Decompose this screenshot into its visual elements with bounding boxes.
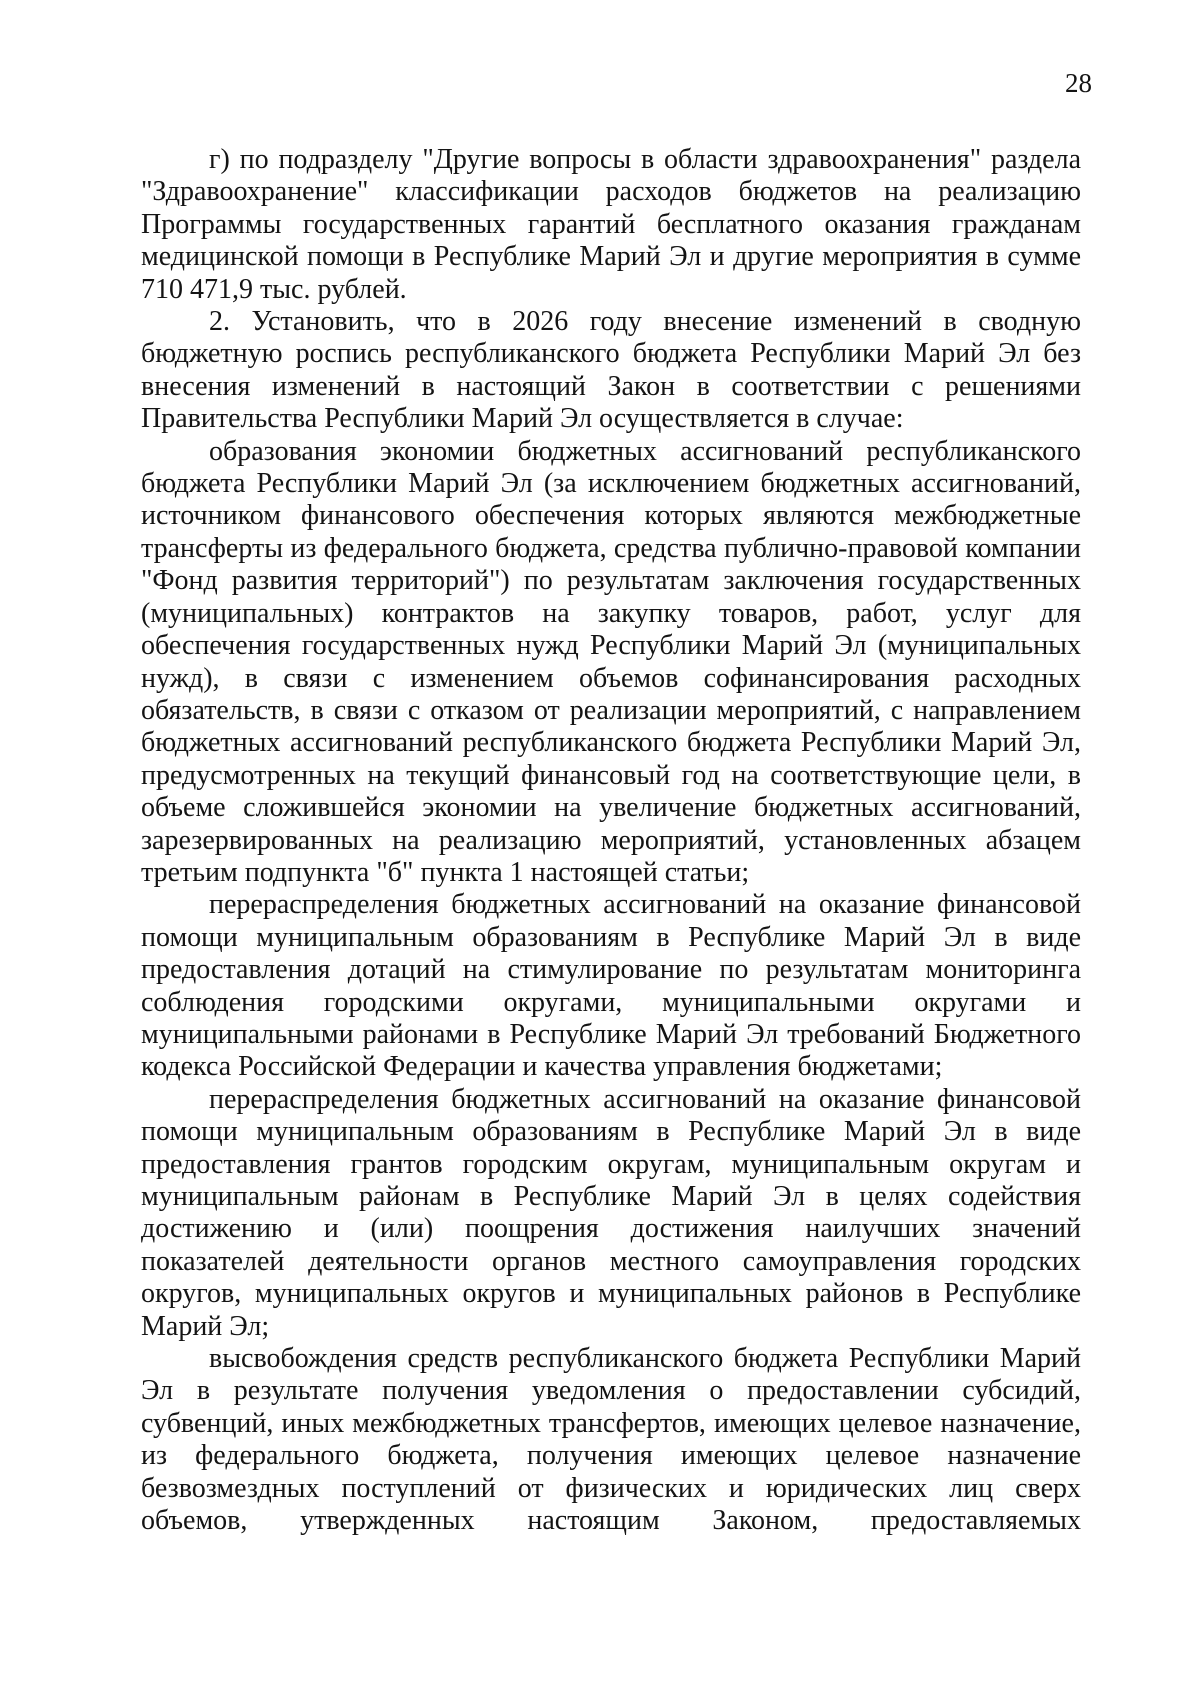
paragraph-release-of-funds: высвобождения средств республиканского бюджета Республики Марий Эл в результате получения уведомления о предоставлении субсидий, субвенций, иных межбюджетных трансфертов, имеющих целевое назначение, из федерального бюджета, получения имеющих целевое назначение безвозмездных поступлений от физических и юридических лиц сверх объемов, утвержденных настоящим Законом, предоставляемых — [141, 1343, 1081, 1537]
paragraph-budget-savings: образования экономии бюджетных ассигнований республиканского бюджета Республики Марий Эл (за исключением бюджетных ассигнований, источником финансового обеспечения которых являются межбюджетные трансферты из федерального бюджета, средства публично-правовой компании "Фонд развития территорий") по результатам заключения государственных (муниципальных) контрактов на закупку товаров, работ, услуг для обеспечения государственных нужд Республики Марий Эл (муниципальных нужд), в связи с изменением объемов софинансирования расходных обязательств, в связи с отказом от реализации мероприятий, с направлением бюджетных ассигнований республиканского бюджета Республики Марий Эл, предусмотренных на текущий финансовый год на соответствующие цели, в объеме сложившейся экономии на увеличение бюджетных ассигнований, зарезервированных на реализацию мероприятий, установленных абзацем третьим подпункта "б" пункта 1 настоящей статьи; — [141, 435, 1081, 888]
paragraph-subsection-g: г) по подразделу "Другие вопросы в области здравоохранения" раздела "Здравоохранение" классификации расходов бюджетов на реализацию Программы государственных гарантий бесплатного оказания гражданам медицинской помощи в Республике Марий Эл и другие мероприятия в сумме 710 471,9 тыс. рублей. — [141, 144, 1081, 305]
paragraph-redistribution-subsidies: перераспределения бюджетных ассигнований на оказание финансовой помощи муниципальным образованиям в Республике Марий Эл в виде предоставления дотаций на стимулирование по результатам мониторинга соблюдения городскими округами, муниципальными округами и муниципальными районами в Республике Марий Эл требований Бюджетного кодекса Российской Федерации и качества управления бюджетами; — [141, 889, 1081, 1083]
page-number: 28 — [1065, 68, 1092, 98]
paragraph-item-2: 2. Установить, что в 2026 году внесение изменений в сводную бюджетную роспись республиканского бюджета Республики Марий Эл без внесения изменений в настоящий Закон в соответствии с решениями Правительства Республики Марий Эл осуществляется в случае: — [141, 306, 1081, 435]
paragraph-redistribution-grants: перераспределения бюджетных ассигнований на оказание финансовой помощи муниципальным образованиям в Республике Марий Эл в виде предоставления грантов городским округам, муниципальным округам и муниципальным районам в Республике Марий Эл в целях содействия достижению и (или) поощрения достижения наилучших значений показателей деятельности органов местного самоуправления городских округов, муниципальных округов и муниципальных районов в Республике Марий Эл; — [141, 1083, 1081, 1342]
document-body — [141, 144, 1081, 1537]
